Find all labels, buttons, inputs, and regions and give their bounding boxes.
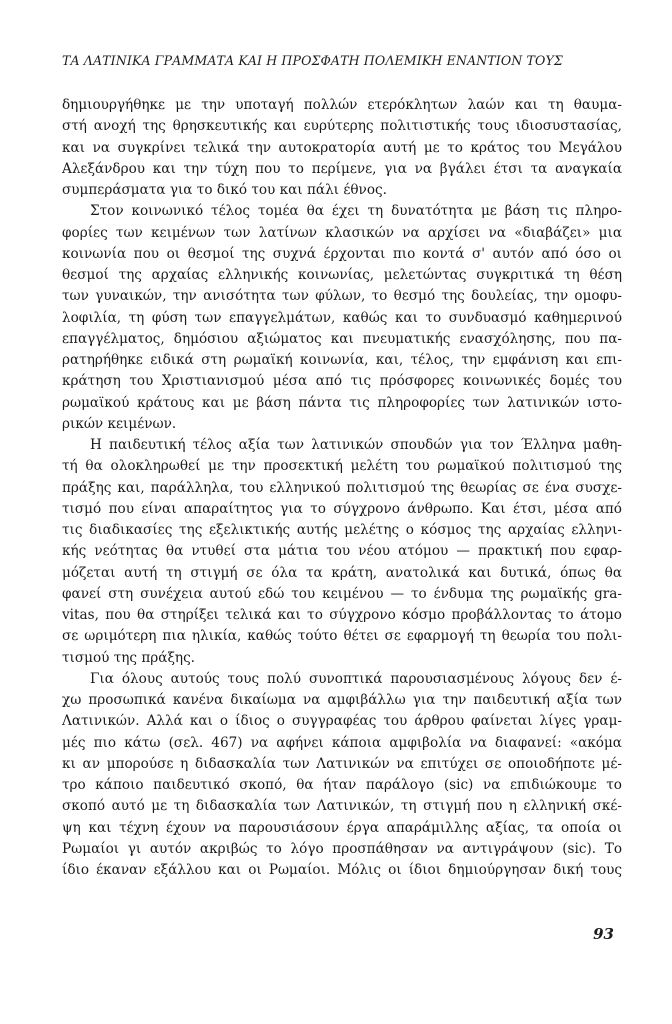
page-number: 93	[593, 925, 614, 943]
text-line: κι αν μπορούσε η διδασκαλία των Λατινικών να επιτύχει σε οποιοδήποτε μέ-	[62, 755, 622, 772]
text-line: επαγγέλματος, δημόσιου αξιώματος και πνευματικής ενασχόλησης, που πα-	[62, 330, 622, 347]
text-line: των γυναικών, την ανισότητα των φύλων, το θεσμό της δουλείας, την ομοφυ-	[62, 288, 622, 305]
text-line: ρατηρήθηκε ειδικά στη ρωμαϊκή κοινωνία, και, τέλος, την εμφάνιση και επι-	[62, 352, 622, 368]
text-line: δημιουργήθηκε με την υποταγή πολλών ετερόκλητων λαών και τη θαυμα-	[62, 97, 622, 113]
text-line: τισμό που είναι απαραίτητος για το σύγχρονο άνθρωπο. Και έτσι, μέσα από	[62, 500, 622, 517]
text-line: Στον κοινωνικό τέλος τομέα θα έχει τη δυνατότητα με βάση τις πληρο-	[90, 203, 622, 220]
text-line: μόζεται αυτή τη στιγμή σε όλα τα κράτη, ανατολικά και δυτικά, όπως θα	[62, 564, 622, 581]
text-line: ψη και τέχνη έχουν να παρουσιάσουν έργα απαράμιλλης αξίας, τα οποία οι	[62, 819, 622, 836]
text-line: vitas, που θα στηρίξει τελικά και το σύγχρονο κόσμο προβάλλοντας το άτομο	[62, 607, 622, 623]
text-line: Ρωμαίοι γι αυτόν ακριβώς το λόγο προσπάθησαν να αντιγράψουν (sic). Το	[62, 840, 622, 857]
text-line: στή ανοχή της θρησκευτικής και ευρύτερης πολιτιστικής τους ιδιοσυστασίας,	[62, 118, 622, 135]
text-line: χω προσωπικά κανένα δικαίωμα να αμφιβάλλω για την παιδευτική αξία των	[62, 692, 622, 708]
text-line: τις διαδικασίες της εξελικτικής αυτής μελέτης ο κόσμος της αρχαίας ελληνι-	[62, 522, 622, 538]
text-line: και να συγκρίνει τελικά την αυτοκρατορία αυτή με το κράτος του Μεγάλου	[62, 139, 622, 156]
text-line: φορίες των κειμένων των λατίνων κλασικών να αρχίσει να «διαβάζει» μια	[62, 224, 622, 241]
text-line: πράξης και, παράλληλα, του ελληνικού πολιτισμού της θεωρίας σε ένα συσχε-	[62, 479, 622, 496]
text-line: τισμού της πράξης.	[62, 649, 196, 666]
text-line: ίδιο έκαναν εξάλλου και οι Ρωμαίοι. Μόλις οι ίδιοι δημιούργησαν δική τους	[62, 862, 622, 878]
text-line: συμπεράσματα για το δικό του και πάλι έθνος.	[62, 182, 387, 198]
text-line: Λατινικών. Αλλά και ο ίδιος ο συγγραφέας του άρθρου φαίνεται λίγες γραμ-	[62, 713, 622, 730]
text-line: ρικών κειμένων.	[62, 415, 177, 432]
text-line: φανεί στη συνέχεια αυτού εδώ του κειμένου — το ένδυμα της ρωμαϊκής gra-	[62, 585, 622, 602]
text-line: κράτηση του Χριστιανισμού μέσα από τις πρόσφορες κοινωνικές δομές του	[62, 373, 622, 390]
text-line: σε ωριμότερη πια ηλικία, καθώς τούτο θέτει σε εφαρμογή τη θεωρία του πολι-	[62, 628, 622, 645]
body-text	[62, 95, 622, 881]
text-line: Η παιδευτική τέλος αξία των λατινικών σπουδών για τον Έλληνα μαθη-	[90, 437, 622, 453]
text-line: λοφιλία, τη φύση των επαγγελμάτων, καθώς και το συνδυασμό καθημερινού	[62, 309, 622, 326]
text-line: μές πιο κάτω (σελ. 467) να αφήνει κάποια αμφιβολία να διαφανεί: «ακόμα	[62, 734, 622, 751]
text-line: ρωμαϊκού κράτους και με βάση πάντα τις πληροφορίες των λατινικών ιστο-	[62, 394, 622, 411]
text-line: Για όλους αυτούς τους πολύ συνοπτικά παρουσιασμένους λόγους δεν έ-	[90, 670, 622, 687]
text-line: σκοπό αυτό με τη διδασκαλία των Λατινικών, τη στιγμή που η ελληνική σκέ-	[62, 798, 622, 815]
text-line: κοινωνία που οι θεσμοί της συχνά έρχονται πιο κοντά σ' αυτόν από όσο οι	[62, 245, 622, 262]
text-line: θεσμοί της αρχαίας ελληνικής κοινωνίας, μελετώντας συγκριτικά τη θέση	[62, 267, 622, 283]
text-line: Αλεξάνδρου και την τύχη που το περίμενε, για να βγάλει έτσι τα αναγκαία	[62, 160, 622, 177]
text-line: τή θα ολοκληρωθεί με την προσεκτική μελέτη του ρωμαϊκού πολιτισμού της	[62, 458, 622, 475]
text-line: τρο κάποιο παιδευτικό σκοπό, θα ήταν παράλογο (sic) να επιδιώκουμε το	[62, 777, 622, 793]
running-head: ΤΑ ΛΑΤΙΝΙΚΑ ΓΡΑΜΜΑΤΑ ΚΑΙ Η ΠΡΟΣΦΑΤΗ ΠΟΛΕΜΙΚΗ ΕΝΑΝΤΙΟΝ ΤΟΥΣ	[62, 53, 563, 68]
text-line: κής νεότητας θα ντυθεί στα μάτια του νέου ατόμου — πρακτική που εφαρ-	[62, 543, 622, 560]
